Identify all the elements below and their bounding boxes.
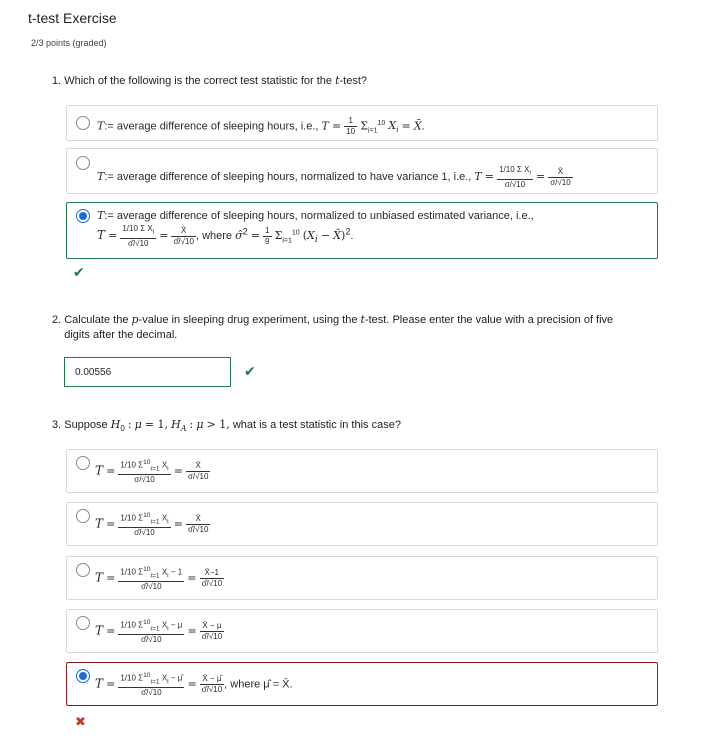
incorrect-x-icon: ✖ [75,714,86,729]
q3-option-3-formula: T = $\frac{1/10 \Sigma^{10}_{i=1} X_i - 1}{\sigmâ/√10}$ = $\frac{X̄-1}{\sigmâ/√10}$ [95,566,223,592]
q1-prompt: 1. Which of the following is the correct test statistic for the t-test? [52,74,367,87]
points-label: 2/3 points (graded) [31,38,107,48]
radio-button[interactable] [76,563,90,577]
q3-option-1[interactable] [66,449,658,493]
page-title: t-test Exercise [28,10,117,26]
q1-option-2-text: T:= average difference of sleeping hours, normalized to have variance 1, i.e., T = $\frac{1/10 \Sigma X_i}{\sigma/√10}$ = $\frac{X̄}{\sigma/√10}$ [97,165,571,189]
q1-option-3-text: T:= average difference of sleeping hours, normalized to unbiased estimated variance, i.e., [97,209,534,222]
q3-option-5-formula: T = $\frac{1/10 \Sigma^{10}_{i=1} X_i - \mû}{\sigmâ/√10}$ = $\frac{X̄ - \mû}{\sigmâ/√10}$ , where μ̂ = X̄. [95,672,293,698]
q3-option-1-formula: T = $\frac{1/10 \Sigma^{10}_{i=1} X_i}{\sigma/√10}$ = $\frac{X̄}{\sigma/√10}$ [95,459,209,485]
radio-button[interactable] [76,456,90,470]
q1-option-1-text: T:= average difference of sleeping hours, i.e., T = $\frac{1}{10}$ $\Sigma_{i=1}^{10}$ $X_i$ = X̄. [97,116,425,136]
q1-option-2[interactable] [66,148,658,194]
q3-prompt: 3. Suppose $H_0$ : μ = 1, $H_A$ : μ > 1, what is a test statistic in this case? [52,418,401,434]
radio-button-selected[interactable] [76,209,90,223]
q3-option-2-formula: T = $\frac{1/10 \Sigma^{10}_{i=1} X_i}{\sigmâ/√10}$ = $\frac{X̄}{\sigmâ/√10}$ [95,512,209,538]
q1-option-1[interactable] [66,105,658,141]
radio-button[interactable] [76,616,90,630]
q3-option-4-formula: T = $\frac{1/10 \Sigma^{10}_{i=1} X_i - \mu}{\sigmâ/√10}$ = $\frac{X̄ - \mu}{\sigmâ/√10}$ [95,619,223,645]
correct-check-icon: ✔ [73,264,85,280]
q3-option-3[interactable] [66,556,658,600]
q2-answer-input[interactable]: 0.00556 [64,357,231,387]
radio-button-selected[interactable] [76,669,90,683]
q1-option-3[interactable] [66,202,658,259]
radio-button[interactable] [76,156,90,170]
radio-button[interactable] [76,116,90,130]
correct-check-icon: ✔ [244,363,256,379]
q1-option-3-formula: T = $\frac{1/10 \Sigma X_i}{\sigmâ/√10}$ = $\frac{X̄}{\sigmâ/√10}$ , where σ̂$^2$ = $\frac{1}{9}$ $\Sigma_{i=1}^{10}$ ($X_i$ − X̄)$^2$. [97,224,354,248]
q2-prompt: 2. Calculate the p-value in sleeping drug experiment, using the t-test. Please enter the value with a precision of five digits after the decimal. [52,313,614,341]
q3-option-4[interactable] [66,609,658,653]
radio-button[interactable] [76,509,90,523]
q3-option-2[interactable] [66,502,658,546]
q3-option-5[interactable] [66,662,658,706]
